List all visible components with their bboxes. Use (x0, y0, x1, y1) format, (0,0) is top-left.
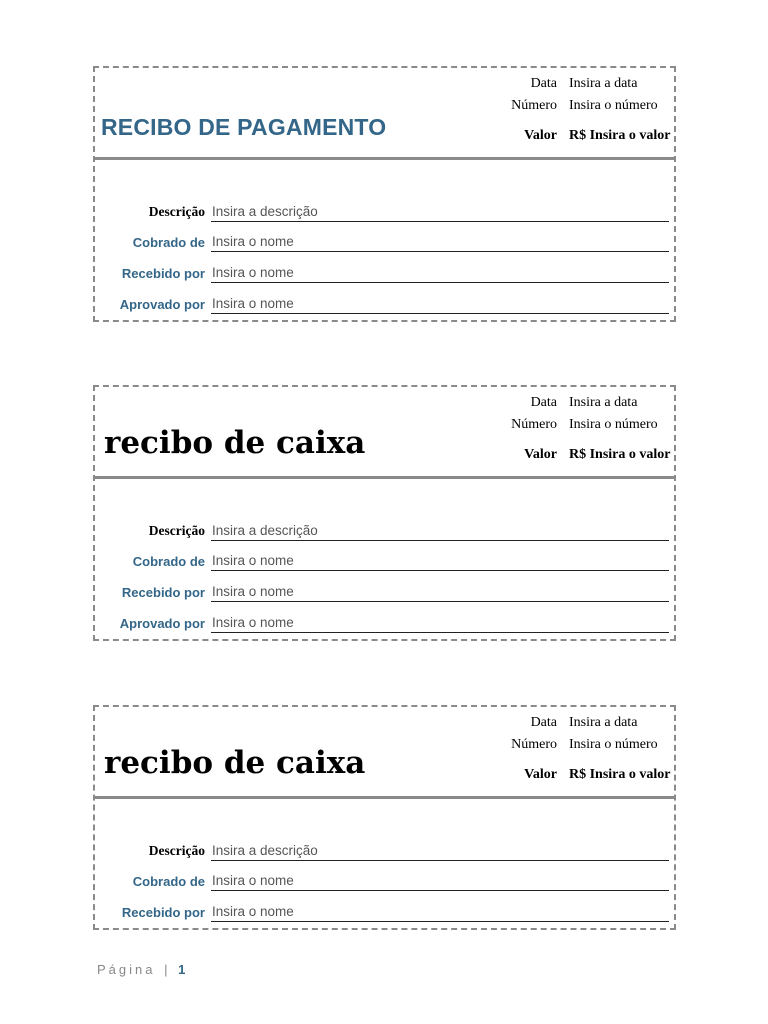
value-field[interactable]: R$ Insira o valor (569, 767, 671, 782)
description-field[interactable]: Insira a descrição (211, 521, 669, 541)
page-label: Página (97, 962, 156, 977)
received-by-field[interactable]: Insira o nome (211, 263, 669, 283)
number-label: Número (511, 417, 557, 432)
description-label: Descrição (148, 523, 205, 538)
charged-by-field[interactable]: Insira o nome (211, 551, 669, 571)
description-row (95, 837, 674, 861)
header-divider (95, 476, 674, 479)
receipt-cash (93, 705, 676, 930)
receipt-cash (93, 385, 676, 641)
receipt-header (95, 707, 674, 797)
charged-by-label: Cobrado de (132, 235, 205, 250)
receipt-header (95, 387, 674, 477)
received-by-field[interactable]: Insira o nome (211, 902, 669, 922)
date-field[interactable]: Insira a data (569, 715, 638, 730)
receipt-title: recibo de caixa (104, 425, 366, 461)
approved-by-field[interactable]: Insira o nome (211, 294, 669, 314)
charged-by-field[interactable]: Insira o nome (211, 232, 669, 252)
description-label: Descrição (148, 204, 205, 219)
number-label: Número (511, 98, 557, 113)
value-field[interactable]: R$ Insira o valor (569, 447, 671, 462)
date-field[interactable]: Insira a data (569, 395, 638, 410)
received-by-field[interactable]: Insira o nome (211, 582, 669, 602)
charged-by-row (95, 228, 674, 252)
approved-by-row (95, 609, 674, 633)
receipt-title: RECIBO DE PAGAMENTO (101, 114, 387, 140)
value-label: Valor (524, 128, 557, 143)
value-label: Valor (524, 767, 557, 782)
description-label: Descrição (148, 843, 205, 858)
page-separator: | (164, 962, 168, 977)
received-by-row (95, 898, 674, 922)
number-field[interactable]: Insira o número (569, 417, 658, 432)
value-field[interactable]: R$ Insira o valor (569, 128, 671, 143)
description-row (95, 517, 674, 541)
charged-by-row (95, 867, 674, 891)
description-row (95, 198, 674, 222)
charged-by-row (95, 547, 674, 571)
approved-by-label: Aprovado por (119, 616, 205, 631)
value-label: Valor (524, 447, 557, 462)
date-label: Data (530, 76, 557, 91)
date-field[interactable]: Insira a data (569, 76, 638, 91)
charged-by-label: Cobrado de (132, 554, 205, 569)
approved-by-label: Aprovado por (119, 297, 205, 312)
header-divider (95, 796, 674, 799)
received-by-row (95, 578, 674, 602)
receipt-title: recibo de caixa (104, 745, 366, 781)
date-label: Data (530, 395, 557, 410)
receipt-payment (93, 66, 676, 322)
date-label: Data (530, 715, 557, 730)
receipt-header (95, 68, 674, 158)
received-by-label: Recebido por (121, 266, 205, 281)
number-field[interactable]: Insira o número (569, 737, 658, 752)
charged-by-field[interactable]: Insira o nome (211, 871, 669, 891)
header-divider (95, 157, 674, 160)
approved-by-row (95, 290, 674, 314)
description-field[interactable]: Insira a descrição (211, 202, 669, 222)
received-by-label: Recebido por (121, 905, 205, 920)
approved-by-field[interactable]: Insira o nome (211, 613, 669, 633)
number-label: Número (511, 737, 557, 752)
page-number: 1 (178, 962, 186, 977)
page-footer (97, 962, 185, 977)
number-field[interactable]: Insira o número (569, 98, 658, 113)
received-by-row (95, 259, 674, 283)
description-field[interactable]: Insira a descrição (211, 841, 669, 861)
charged-by-label: Cobrado de (132, 874, 205, 889)
received-by-label: Recebido por (121, 585, 205, 600)
